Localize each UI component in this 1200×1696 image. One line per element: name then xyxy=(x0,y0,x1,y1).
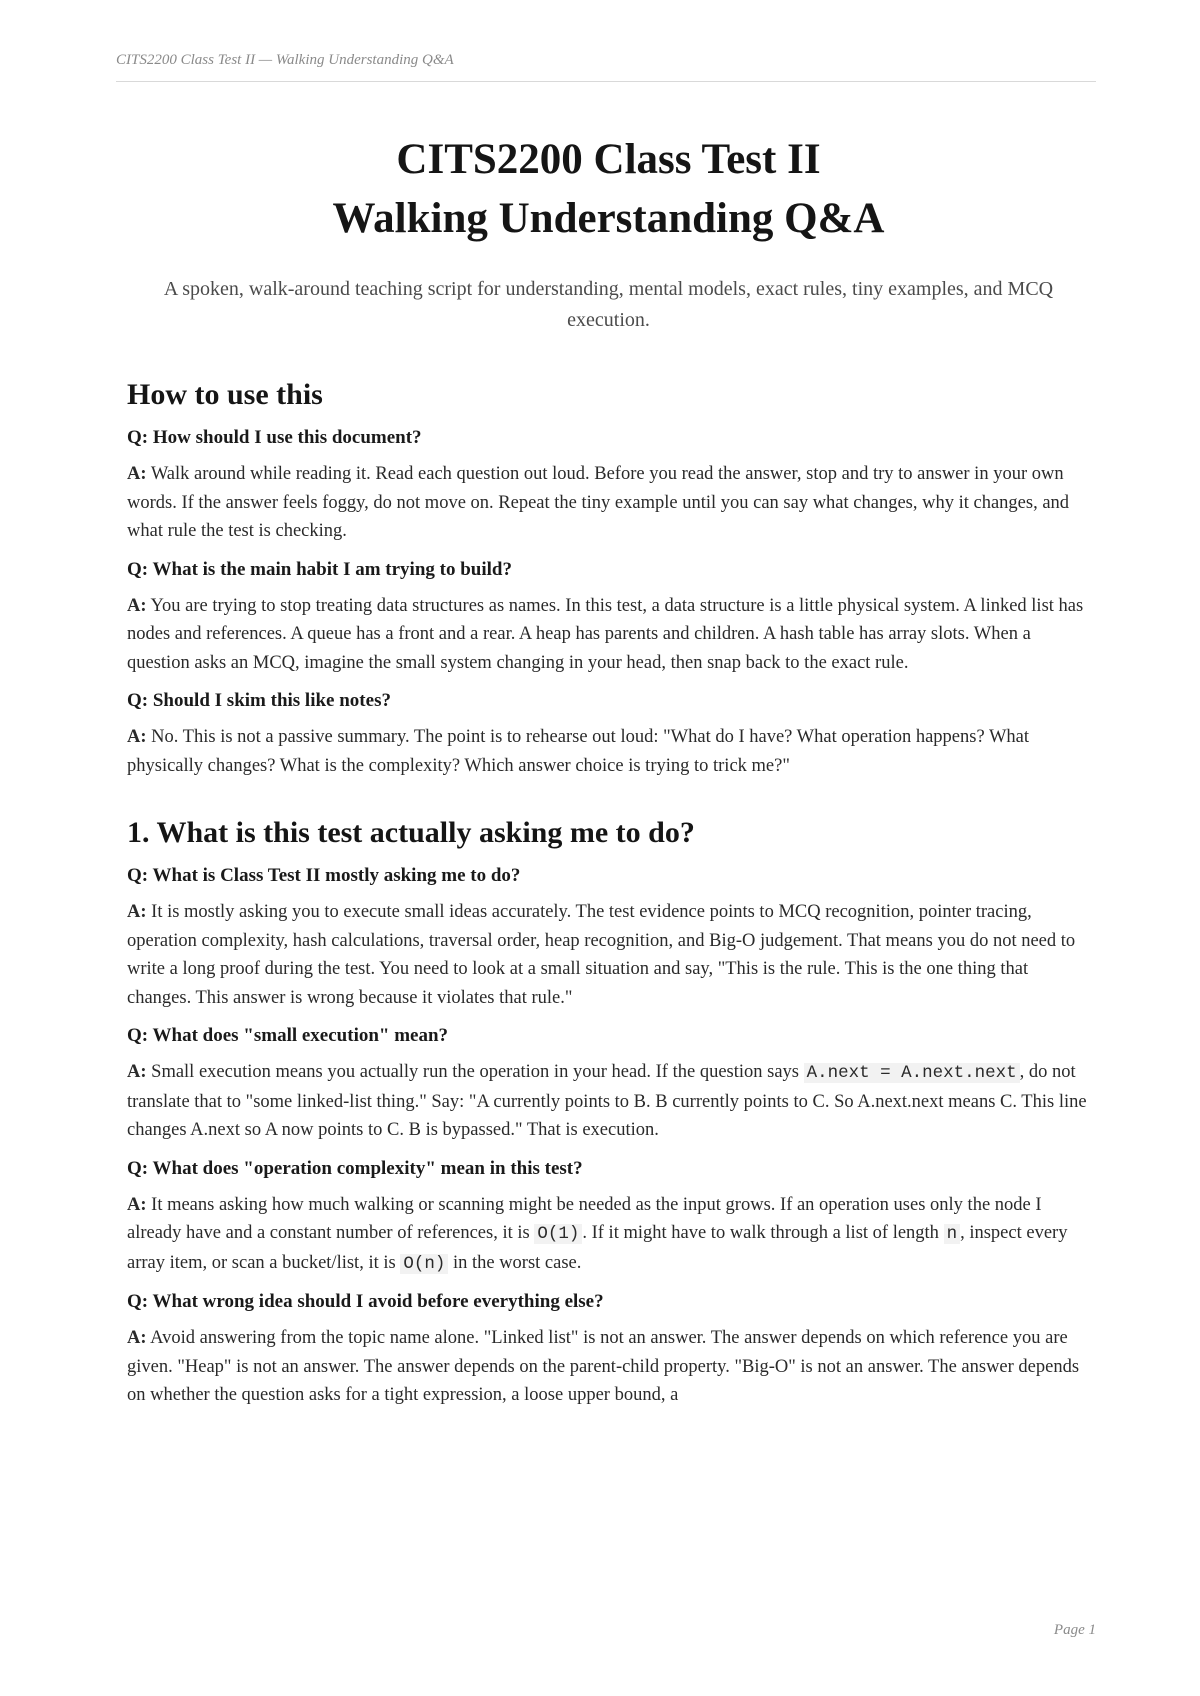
answer xyxy=(127,592,1090,678)
inline-code: O(n) xyxy=(400,1254,448,1274)
answer-text: , inspect every array item, or scan a bucket/list, it is xyxy=(127,1223,1068,1273)
inline-code: A.next = A.next.next xyxy=(804,1063,1020,1083)
document-title xyxy=(127,130,1090,248)
answer-label: A: xyxy=(127,1194,147,1215)
inline-code: O(1) xyxy=(534,1224,582,1244)
answer-text: No. This is not a passive summary. The point is to rehearse out loud: "What do I have? What operation happens? What physically changes? What is the complexity? Which answer choice is trying to trick me?" xyxy=(127,727,1030,776)
page-number: Page 1 xyxy=(1053,1622,1096,1638)
running-head: CITS2200 Class Test II — Walking Understanding Q&A xyxy=(116,52,454,68)
answer xyxy=(127,723,1090,780)
answer xyxy=(127,1324,1090,1410)
answer-text: . If it might have to walk through a list of length xyxy=(582,1223,944,1243)
answer-text: in the worst case. xyxy=(448,1252,582,1273)
answer-text: Walk around while reading it. Read each question out loud. Before you read the answer, stop and try to answer in your own words. If the answer feels foggy, do not move on. Repeat the tiny example until you can say what changes, why it changes, and what rule the test is checking. xyxy=(127,464,1070,541)
question: Q: What is Class Test II mostly asking me to do? xyxy=(127,865,521,886)
answer xyxy=(127,1058,1090,1145)
answer-text: It is mostly asking you to execute small ideas accurately. The test evidence points to MCQ recognition, pointer tracing, operation complexity, hash calculations, traversal order, heap recognition, and Big-O judgement. That means you do not need to write a long proof during the test. You need to look at a small situation and say, "This is the rule. This is the one thing that changes. This answer is wrong because it violates that rule." xyxy=(127,902,1076,1008)
answer-text: You are trying to stop treating data structures as names. In this test, a data structure is a little physical system. A linked list has nodes and references. A queue has a front and a rear. A heap has parents and children. A hash table has array slots. When a question asks an MCQ, imagine the small system changing in your head, then snap back to the exact rule. xyxy=(127,595,1084,673)
title-line-1: CITS2200 Class Test II xyxy=(396,136,821,183)
answer-text: Avoid answering from the topic name alone. "Linked list" is not an answer. The answer depends on which reference you are given. "Heap" is not an answer. The answer depends on the parent-child property. "Big-O" is not an answer. The answer depends on whether the question asks for a tight expression, a loose upper bound, a xyxy=(127,1328,1080,1405)
section-heading-1: 1. What is this test actually asking me to do? xyxy=(127,816,695,849)
question: Q: What wrong idea should I avoid before everything else? xyxy=(127,1291,604,1312)
question: Q: What is the main habit I am trying to build? xyxy=(127,558,512,580)
section-heading-how-to-use: How to use this xyxy=(127,378,323,411)
answer-text: , do not translate that to "some linked-list thing." Say: "A currently points to B. B currently points to C. So A.next.next means C. This line changes A.next so A now points to C. B is bypassed." That is execution. xyxy=(127,1062,1087,1140)
question: Q: Should I skim this like notes? xyxy=(127,690,391,711)
question: Q: How should I use this document? xyxy=(127,427,422,448)
answer-text: It means asking how much walking or scanning might be needed as the input grows. If an operation uses only the node I already have and a constant number of references, it is xyxy=(127,1194,1042,1243)
question: Q: What does "operation complexity" mean in this test? xyxy=(127,1157,583,1179)
answer-label: A: xyxy=(127,1328,147,1348)
answer-label: A: xyxy=(127,464,147,484)
page-content xyxy=(127,130,1090,1410)
answer xyxy=(127,460,1090,546)
answer-label: A: xyxy=(127,727,147,747)
question: Q: What does "small execution" mean? xyxy=(127,1025,449,1046)
title-line-2: Walking Understanding Q&A xyxy=(332,195,885,242)
answer-label: A: xyxy=(127,902,147,922)
answer-label: A: xyxy=(127,595,147,616)
answer xyxy=(127,1191,1090,1279)
answer-text: Small execution means you actually run the operation in your head. If the question says xyxy=(151,1062,804,1082)
answer-label: A: xyxy=(127,1062,147,1082)
answer xyxy=(127,898,1090,1012)
inline-code: n xyxy=(944,1224,961,1244)
header-divider xyxy=(116,81,1096,82)
document-subtitle: A spoken, walk-around teaching script for understanding, mental models, exact rules, tiny examples, and MCQ execution. xyxy=(163,278,1054,331)
